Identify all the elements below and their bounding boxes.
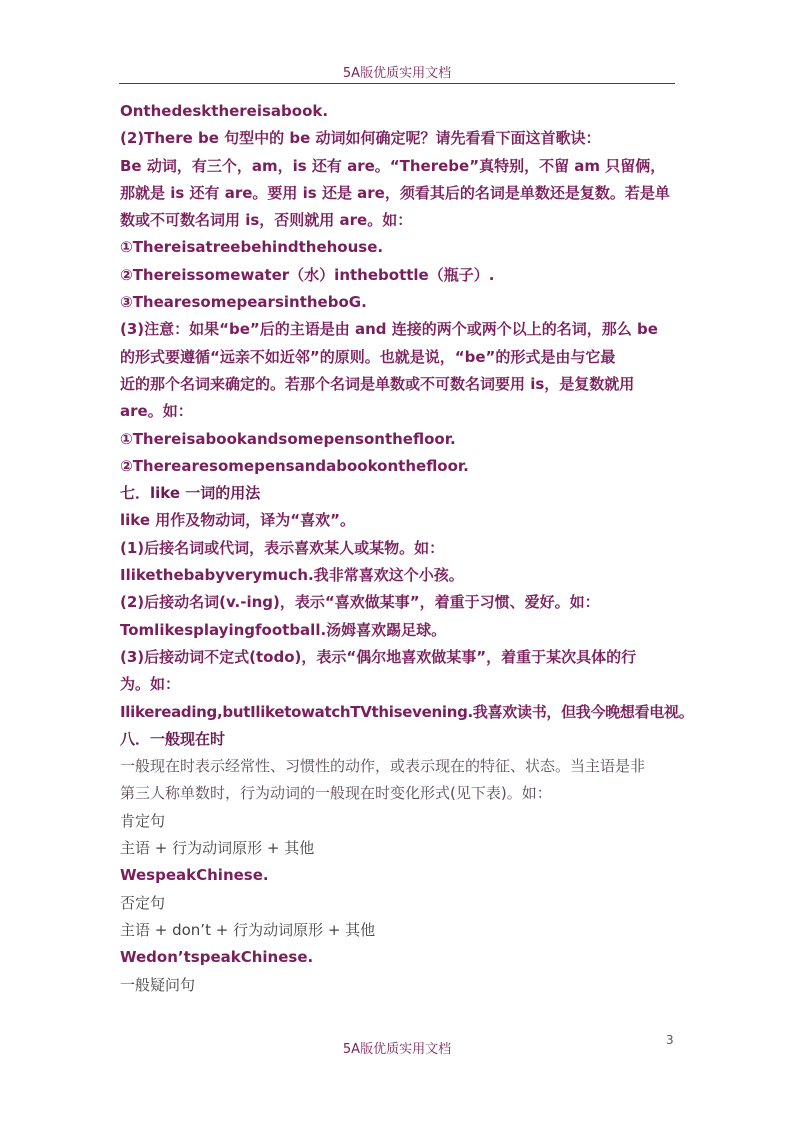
text-line: Onthedeskthereisabook. (120, 102, 329, 120)
text-line: ①Thereisatreebehindthehouse. (120, 238, 384, 257)
document-body (120, 98, 694, 999)
section-heading-present-tense: 八．一般现在时 (120, 729, 226, 748)
header-divider (119, 83, 675, 84)
text-line: 近的那个名词来确定的。若那个名词是单数或不可数名词要用 is，是复数就用 (120, 374, 635, 393)
text-line: 第三人称单数时，行为动词的一般现在时变化形式(见下表)。如： (120, 784, 552, 803)
formula-negative: 主语 + don’t + 行为动词原形 + 其他 (120, 920, 376, 939)
page-number: 3 (666, 1033, 674, 1047)
example-negative: Wedon’tspeakChinese. (120, 948, 314, 967)
text-line: (3)注意：如果“be”后的主语是由 and 连接的两个或两个以上的名词，那么 be (120, 320, 658, 339)
text-line: (3)后接动词不定式(todo)，表示“偶尔地喜欢做某事”，着重于某次具体的行 (120, 647, 637, 666)
text-line: Tomlikesplayingfootball.汤姆喜欢踢足球。 (120, 620, 447, 639)
text-line: ②Therearesomepensandabookonthefloor. (120, 456, 469, 475)
text-line: Be 动词，有三个，am，is 还有 are。“Therebe”真特别，不留 am 只留俩， (120, 156, 666, 175)
label-question: 一般疑问句 (120, 975, 196, 994)
page-footer: 5A版优质实用文档 (342, 1042, 452, 1057)
text-line: 数或不可数名词用 is，否则就用 are。如： (120, 211, 413, 230)
section-heading-like: 七．like 一词的用法 (120, 484, 261, 503)
page-header: 5A版优质实用文档 (342, 66, 452, 81)
label-affirmative: 肯定句 (120, 811, 166, 830)
label-negative: 否定句 (120, 893, 166, 912)
text-line: (2)There be 句型中的 be 动词如何确定呢？请先看看下面这首歌诀： (120, 129, 601, 148)
text-line: ②Thereissomewater（水）inthebottle（瓶子）. (120, 265, 495, 284)
text-line: ③ThearesomepearsinthebοG. (120, 293, 367, 312)
text-line: 那就是 is 还有 are。要用 is 还是 are，须看其后的名词是单数还是复数。若是单 (120, 183, 670, 202)
text-line: Ilikereading,butIliketowatchTVthisevening.我喜欢读书，但我今晚想看电视。 (120, 702, 694, 721)
text-line: (2)后接动名词(v.-ing)，表示“喜欢做某事”，着重于习惯、爱好。如： (120, 593, 600, 612)
text-line: (1)后接名词或代词，表示喜欢某人或某物。如： (120, 538, 445, 557)
text-line: 一般现在时表示经常性、习惯性的动作，或表示现在的特征、状态。当主语是非 (120, 757, 646, 776)
text-line: are。如： (120, 402, 193, 421)
text-line: Ilikethebabyverymuch.我非常喜欢这个小孩。 (120, 566, 464, 585)
text-line: ①Thereisabookandsomepensonthefloor. (120, 429, 456, 448)
text-line: like 用作及物动词，译为“喜欢”。 (120, 511, 355, 530)
text-line: 的形式要遵循“远亲不如近邻”的原则。也就是说，“be”的形式是由与它最 (120, 347, 616, 366)
example-affirmative: WespeakChinese. (120, 866, 269, 885)
formula-affirmative: 主语 + 行为动词原形 + 其他 (120, 839, 315, 858)
text-line: 为。如： (120, 675, 181, 694)
